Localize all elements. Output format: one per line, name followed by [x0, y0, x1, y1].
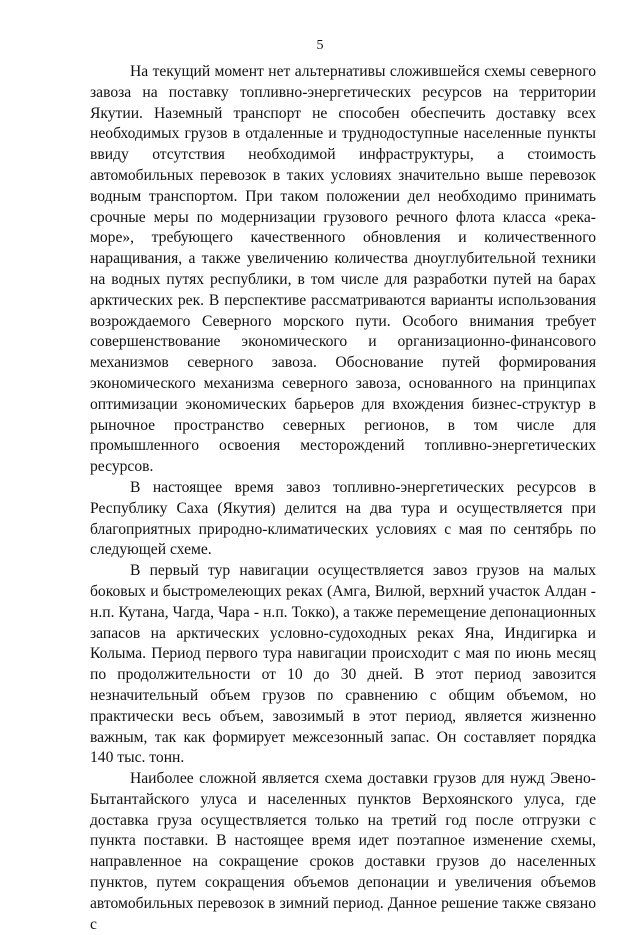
- paragraph-first-navigation-tour: В первый тур навигации осуществляется завоз грузов на малых боковых и быстромелеющих реках (Амга, Вилюй, верхний участок Алдан - н.п. Кутана, Чагда, Чара - н.п. Токко), а также перемещение депонационных запасов на арктических условно-судоходных реках Яна, Индигирка и Колыма. Период первого тура навигации происходит с мая по июнь месяц по продолжительности от 10 до 30 дней. В этот период завозится незначительный объем грузов по сравнению с общим объемом, но практически весь объем, завозимый в этот период, является жизненно важным, так как формирует межсезонный запас. Он составляет порядка 140 тыс. тонн.: [90, 562, 596, 767]
- paragraph-two-navigation-tours: В настоящее время завоз топливно-энергетических ресурсов в Республику Саха (Якутия) делится на два тура и осуществляется при благоприятных природно-климатических условиях с мая по сентябрь по следующей схеме.: [90, 478, 596, 559]
- page-number: 5: [316, 38, 324, 53]
- paragraph-complex-delivery-scheme: Наиболее сложной является схема доставки грузов для нужд Эвено-Бытантайского улуса и населенных пунктов Верхоянского улуса, где доставка груза осуществляется только на третий год после отгрузки с пункта поставки. В настоящее время идет поэтапное изменение схемы, направленное на сокращение сроков доставки грузов до населенных пунктов, путем сокращения объемов депонации и увеличения объемов автомобильных перевозок в зимний период. Данное решение также связано с: [90, 770, 596, 933]
- paragraph-northern-delivery-scheme: На текущий момент нет альтернативы сложившейся схемы северного завоза на поставку топливно-энергетических ресурсов на территории Якутии. Наземный транспорт не способен обеспечить доставку всех необходимых грузов в отдаленные и труднодоступные населенные пункты ввиду отсутствия необходимой инфраструктуры, а стоимость автомобильных перевозок в таких условиях значительно выше перевозок водным транспортом. При таком положении дел необходимо принимать срочные меры по модернизации грузового речного флота класса «река-море», требующего качественного обновления и количественного наращивания, а также увеличению количества дноуглубительной техники на водных путях республики, в том числе для разработки путей на барах арктических рек. В перспективе рассматриваются варианты использования возрождаемого Северного морского пути. Особого внимания требует совершенствование экономического и организационно-финансового механизмов северного завоза. Обоснование путей формирования экономического механизма северного завоза, основанного на принципах оптимизации экономических барьеров для вхождения бизнес-структур в рыночное пространство северных регионов, в том числе для промышленного освоения месторождений топливно-энергетических ресурсов.: [90, 63, 596, 476]
- document-body: [90, 62, 596, 935]
